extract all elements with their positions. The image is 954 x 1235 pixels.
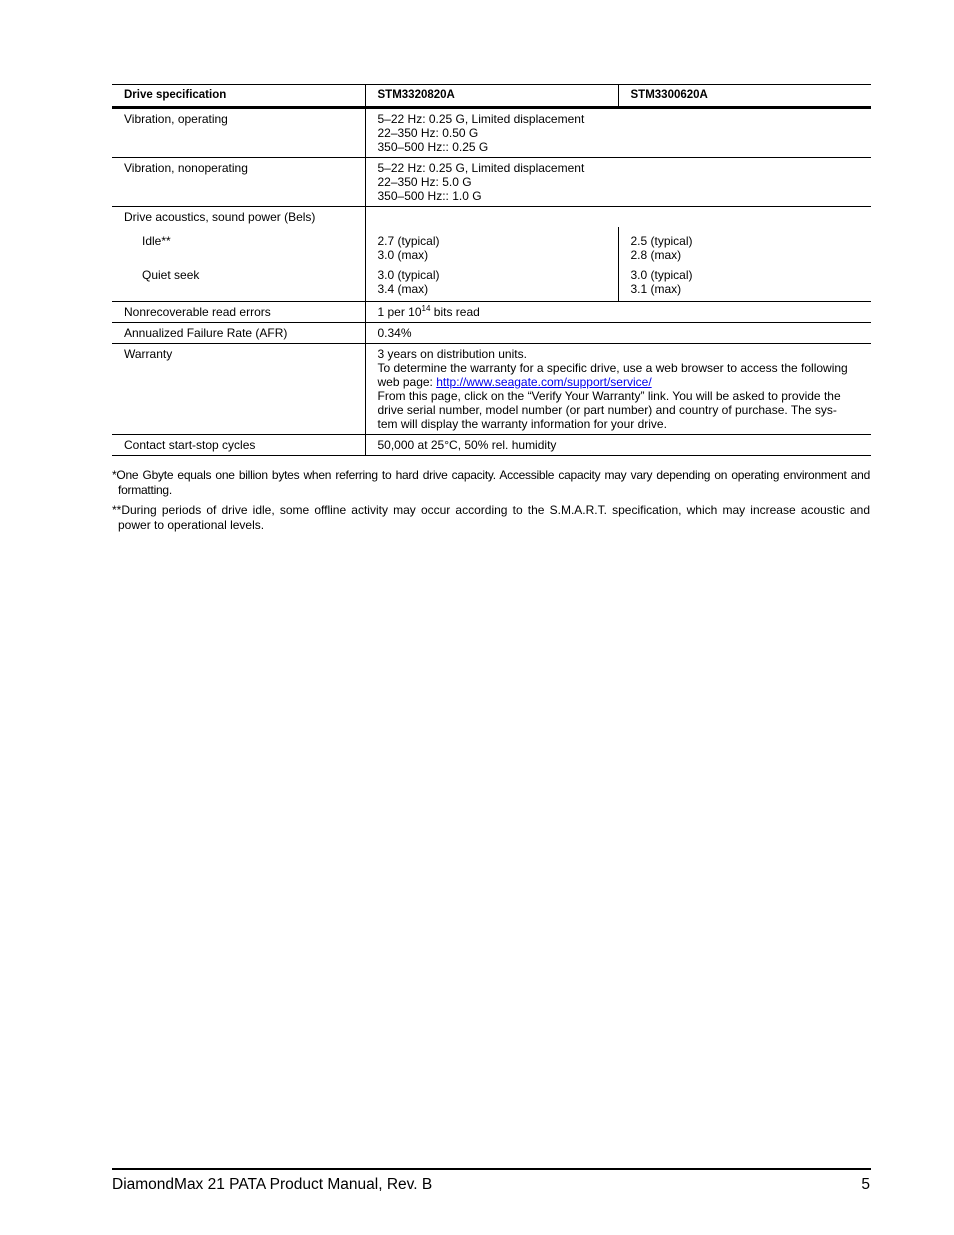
footer-divider	[112, 1168, 871, 1170]
footer-manual-title: DiamondMax 21 PATA Product Manual, Rev. B	[112, 1176, 433, 1193]
row-value	[365, 302, 871, 323]
row-label: Annualized Failure Rate (AFR)	[112, 323, 365, 344]
row-value	[365, 227, 618, 265]
footnote-gbyte: *One Gbyte equals one billion bytes when referring to hard drive capacity. Accessible capacity may vary depending on operating environment and formatting.	[112, 468, 870, 497]
row-value: 50,000 at 25°C, 50% rel. humidity	[365, 435, 871, 456]
row-value	[618, 265, 871, 302]
row-value	[365, 344, 871, 435]
row-label: Contact start-stop cycles	[112, 435, 365, 456]
value-line: 22–350 Hz: 5.0 G	[377, 175, 472, 189]
value-line: 5–22 Hz: 0.25 G, Limited displacement	[377, 161, 585, 175]
value-line: 5–22 Hz: 0.25 G, Limited displacement	[377, 112, 585, 126]
value-line: 2.7 (typical)	[377, 234, 440, 248]
value-line: To determine the warranty for a specific drive, use a web browser to access the following	[377, 361, 848, 375]
value-line: 3.0 (typical)	[377, 268, 440, 282]
value-line: 350–500 Hz:: 0.25 G	[377, 140, 489, 154]
table-row	[112, 265, 871, 302]
value-line: 2.8 (max)	[630, 248, 682, 262]
footnote-drive-idle: **During periods of drive idle, some offline activity may occur according to the S.M.A.R.T. specification, which may increase acoustic and power to operational levels.	[112, 503, 870, 532]
warranty-link[interactable]: http://www.seagate.com/support/service/	[436, 375, 652, 389]
drive-specification-table	[112, 84, 871, 456]
value-line: 3.0 (typical)	[630, 268, 693, 282]
value-line: tem will display the warranty information for your drive.	[377, 417, 667, 431]
value-line: 22–350 Hz: 0.50 G	[377, 126, 479, 140]
row-label: Vibration, nonoperating	[112, 158, 365, 207]
table-row	[112, 302, 871, 323]
value-line: 2.5 (typical)	[630, 234, 693, 248]
table-row	[112, 108, 871, 158]
value-exponent: 14	[421, 304, 431, 313]
header-model-stm3300620a: STM3300620A	[618, 85, 871, 108]
value-line: 3.1 (max)	[630, 282, 682, 296]
table-row	[112, 207, 871, 228]
value-line: 350–500 Hz:: 1.0 G	[377, 189, 482, 203]
row-value: 0.34%	[365, 323, 871, 344]
row-value	[618, 227, 871, 265]
row-value	[365, 207, 871, 228]
value-line	[378, 375, 872, 389]
table-row	[112, 227, 871, 265]
value-suffix: bits read	[430, 305, 480, 319]
header-model-stm3320820a: STM3320820A	[365, 85, 618, 108]
table-row	[112, 158, 871, 207]
row-value	[365, 158, 871, 207]
row-value	[365, 108, 871, 158]
row-label: Nonrecoverable read errors	[112, 302, 365, 323]
row-label: Drive acoustics, sound power (Bels)	[112, 207, 365, 228]
value-prefix: 1 per 10	[377, 305, 422, 319]
table-header-row	[112, 85, 871, 108]
value-line: From this page, click on the “Verify Your Warranty” link. You will be asked to provide the	[377, 389, 841, 403]
row-sublabel-quiet-seek: Quiet seek	[112, 265, 365, 302]
table-row	[112, 435, 871, 456]
value-line: 3.4 (max)	[377, 282, 429, 296]
row-sublabel-idle: Idle**	[112, 227, 365, 265]
value-line: 3 years on distribution units.	[377, 347, 527, 361]
table-row	[112, 344, 871, 435]
row-label: Vibration, operating	[112, 108, 365, 158]
value-line: drive serial number, model number (or part number) and country of purchase. The sys-	[377, 403, 837, 417]
header-drive-specification: Drive specification	[112, 85, 365, 108]
table-row	[112, 323, 871, 344]
value-line: 3.0 (max)	[377, 248, 429, 262]
row-label: Warranty	[112, 344, 365, 435]
footer-page-number: 5	[861, 1176, 870, 1193]
value-prefix: web page:	[377, 375, 437, 389]
row-value	[365, 265, 618, 302]
